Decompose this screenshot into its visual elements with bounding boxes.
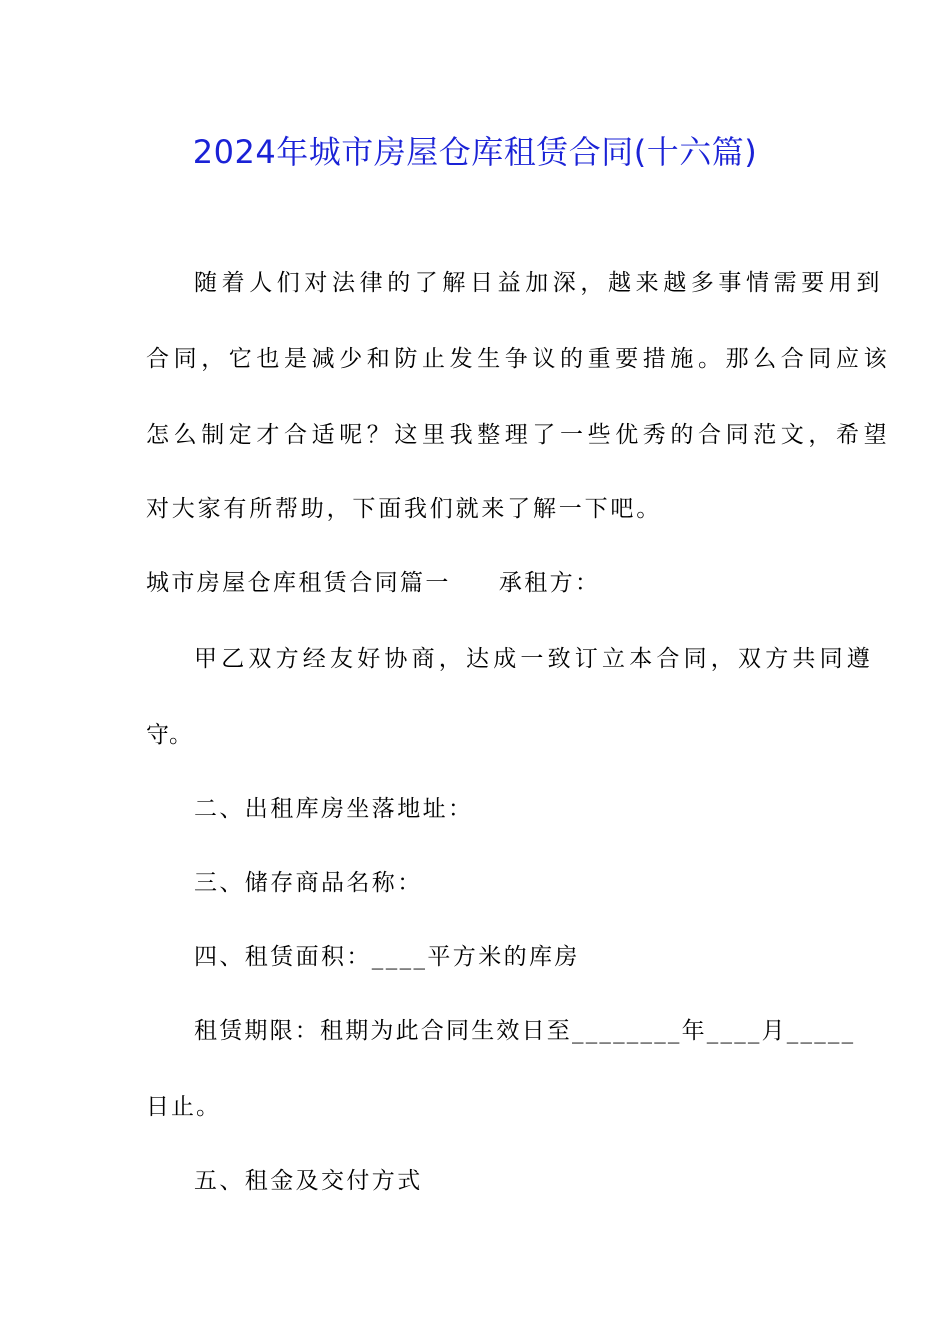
section-heading-line xyxy=(146,565,816,601)
document-title: 2024年城市房屋仓库租赁合同(十六篇) xyxy=(192,133,758,171)
clause-5: 五、租金及交付方式 xyxy=(194,1168,423,1194)
lease-term-line-1: 租赁期限：租期为此合同生效日至________年____月_____ xyxy=(194,1018,856,1044)
clause-4: 四、租赁面积：____平方米的库房 xyxy=(194,944,580,970)
clause-2: 二、出租库房坐落地址： xyxy=(194,796,474,822)
section-heading: 城市房屋仓库租赁合同篇一 xyxy=(146,570,451,596)
intro-line-1: 随着人们对法律的了解日益加深，越来越多事情需要用到 xyxy=(194,270,884,296)
agreement-line-1: 甲乙双方经友好协商，达成一致订立本合同，双方共同遵 xyxy=(194,646,874,672)
agreement-line-2: 守。 xyxy=(146,722,192,748)
tenant-label: 承租方： xyxy=(498,570,601,596)
intro-line-3: 怎么制定才合适呢？这里我整理了一些优秀的合同范文，希望 xyxy=(146,422,892,448)
clause-3: 三、储存商品名称： xyxy=(194,870,423,896)
intro-line-2: 合同，它也是减少和防止发生争议的重要措施。那么合同应该 xyxy=(146,346,892,372)
lease-term-line-2: 日止。 xyxy=(146,1094,221,1120)
intro-line-4: 对大家有所帮助，下面我们就来了解一下吧。 xyxy=(146,496,662,522)
